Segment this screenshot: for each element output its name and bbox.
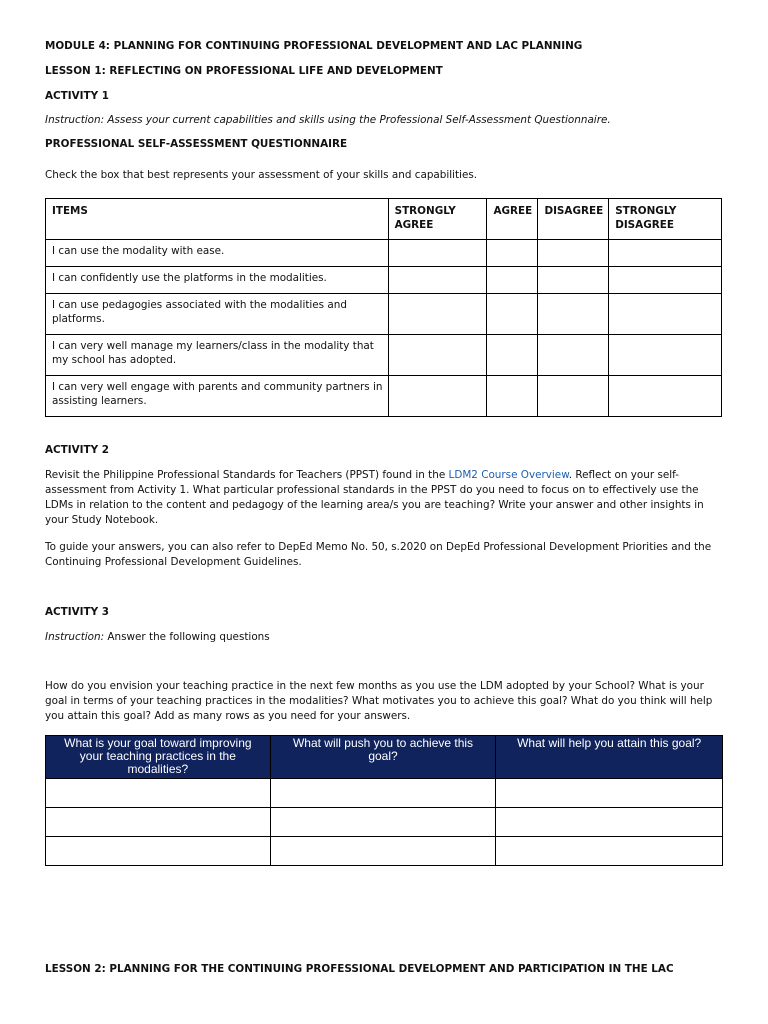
lesson2-title: LESSON 2: PLANNING FOR THE CONTINUING PROFESSIONAL DEVELOPMENT AND PARTICIPATION IN THE LAC xyxy=(45,963,674,975)
answer-cell[interactable] xyxy=(270,837,496,866)
activity2-heading: ACTIVITY 2 xyxy=(45,444,109,456)
answer-cell[interactable] xyxy=(496,779,723,808)
checkbox-cell[interactable] xyxy=(487,294,538,335)
answer-cell[interactable] xyxy=(46,837,271,866)
checkbox-cell[interactable] xyxy=(487,240,538,267)
table-row xyxy=(46,240,722,267)
activity1-heading: ACTIVITY 1 xyxy=(45,90,109,102)
header-agree: AGREE xyxy=(487,199,538,240)
table-row xyxy=(46,294,722,335)
item-label: I can use the modality with ease. xyxy=(46,240,389,267)
checkbox-cell[interactable] xyxy=(487,267,538,294)
questionnaire-prompt: Check the box that best represents your assessment of your skills and capabilities. xyxy=(45,169,478,181)
header-disagree: DISAGREE xyxy=(538,199,609,240)
activity3-question: How do you envision your teaching practice in the next few months as you use the LDM adopted by your School? What is your goal in terms of your teaching practices in the modalities? What motivates you to achieve this goal? What do you think will help you attain this goal? Add as many rows as you need for your answers. xyxy=(45,680,713,722)
header-items: ITEMS xyxy=(46,199,389,240)
item-label: I can use pedagogies associated with the modalities and platforms. xyxy=(46,294,389,335)
answer-cell[interactable] xyxy=(270,779,496,808)
table-row xyxy=(46,335,722,376)
instruction-text: Answer the following questions xyxy=(104,631,270,643)
checkbox-cell[interactable] xyxy=(388,267,487,294)
checkbox-cell[interactable] xyxy=(609,335,722,376)
checkbox-cell[interactable] xyxy=(388,376,487,417)
activity1-instruction: Instruction: Assess your current capabilities and skills using the Professional Self-Assessment Questionnaire. xyxy=(45,114,611,126)
answer-cell[interactable] xyxy=(496,837,723,866)
checkbox-cell[interactable] xyxy=(609,376,722,417)
table-row xyxy=(46,779,723,808)
answer-cell[interactable] xyxy=(496,808,723,837)
item-label: I can confidently use the platforms in the modalities. xyxy=(46,267,389,294)
checkbox-cell[interactable] xyxy=(388,335,487,376)
checkbox-cell[interactable] xyxy=(538,335,609,376)
activity2-paragraph-2: To guide your answers, you can also refer to DepEd Memo No. 50, s.2020 on DepEd Professional Development Priorities and the Continuing Professional Development Guidelines. xyxy=(45,541,712,568)
table-row xyxy=(46,267,722,294)
ldm2-course-overview-link[interactable]: LDM2 Course Overview xyxy=(448,469,569,481)
self-assessment-table xyxy=(45,198,722,417)
table-row xyxy=(46,808,723,837)
item-label: I can very well manage my learners/class in the modality that my school has adopted. xyxy=(46,335,389,376)
header-strongly-disagree: STRONGLY DISAGREE xyxy=(609,199,722,240)
header-goal: What is your goal toward improving your teaching practices in the modalities? xyxy=(46,736,271,779)
questionnaire-title: PROFESSIONAL SELF-ASSESSMENT QUESTIONNAIRE xyxy=(45,138,348,150)
answer-cell[interactable] xyxy=(46,808,271,837)
item-label: I can very well engage with parents and community partners in assisting learners. xyxy=(46,376,389,417)
checkbox-cell[interactable] xyxy=(388,294,487,335)
checkbox-cell[interactable] xyxy=(538,267,609,294)
activity2-paragraph-1 xyxy=(45,468,725,528)
goal-table xyxy=(45,735,723,866)
checkbox-cell[interactable] xyxy=(538,376,609,417)
checkbox-cell[interactable] xyxy=(388,240,487,267)
activity2-text-b: . Reflect on your self-assessment from Activity 1. What particular professional standards in the PPST do you need to focus on to effectively use the LDMs in relation to the content and pedagogy of the learning area/s you are teaching? Write your answer and other insights in your Study Notebook. xyxy=(45,469,704,526)
answer-cell[interactable] xyxy=(270,808,496,837)
checkbox-cell[interactable] xyxy=(487,376,538,417)
header-help: What will help you attain this goal? xyxy=(496,736,723,779)
activity3-instruction xyxy=(45,630,725,645)
checkbox-cell[interactable] xyxy=(538,240,609,267)
table-row xyxy=(46,837,723,866)
answer-cell[interactable] xyxy=(46,779,271,808)
header-strongly-agree: STRONGLY AGREE xyxy=(388,199,487,240)
lesson1-title: LESSON 1: REFLECTING ON PROFESSIONAL LIFE AND DEVELOPMENT xyxy=(45,65,443,77)
checkbox-cell[interactable] xyxy=(609,267,722,294)
checkbox-cell[interactable] xyxy=(609,294,722,335)
module-title: MODULE 4: PLANNING FOR CONTINUING PROFESSIONAL DEVELOPMENT AND LAC PLANNING xyxy=(45,40,583,52)
table-row xyxy=(46,376,722,417)
header-push: What will push you to achieve this goal? xyxy=(270,736,496,779)
activity3-heading: ACTIVITY 3 xyxy=(45,606,109,618)
checkbox-cell[interactable] xyxy=(609,240,722,267)
instruction-label: Instruction: xyxy=(45,631,105,643)
checkbox-cell[interactable] xyxy=(487,335,538,376)
checkbox-cell[interactable] xyxy=(538,294,609,335)
activity2-text-a: Revisit the Philippine Professional Standards for Teachers (PPST) found in the xyxy=(45,469,449,481)
